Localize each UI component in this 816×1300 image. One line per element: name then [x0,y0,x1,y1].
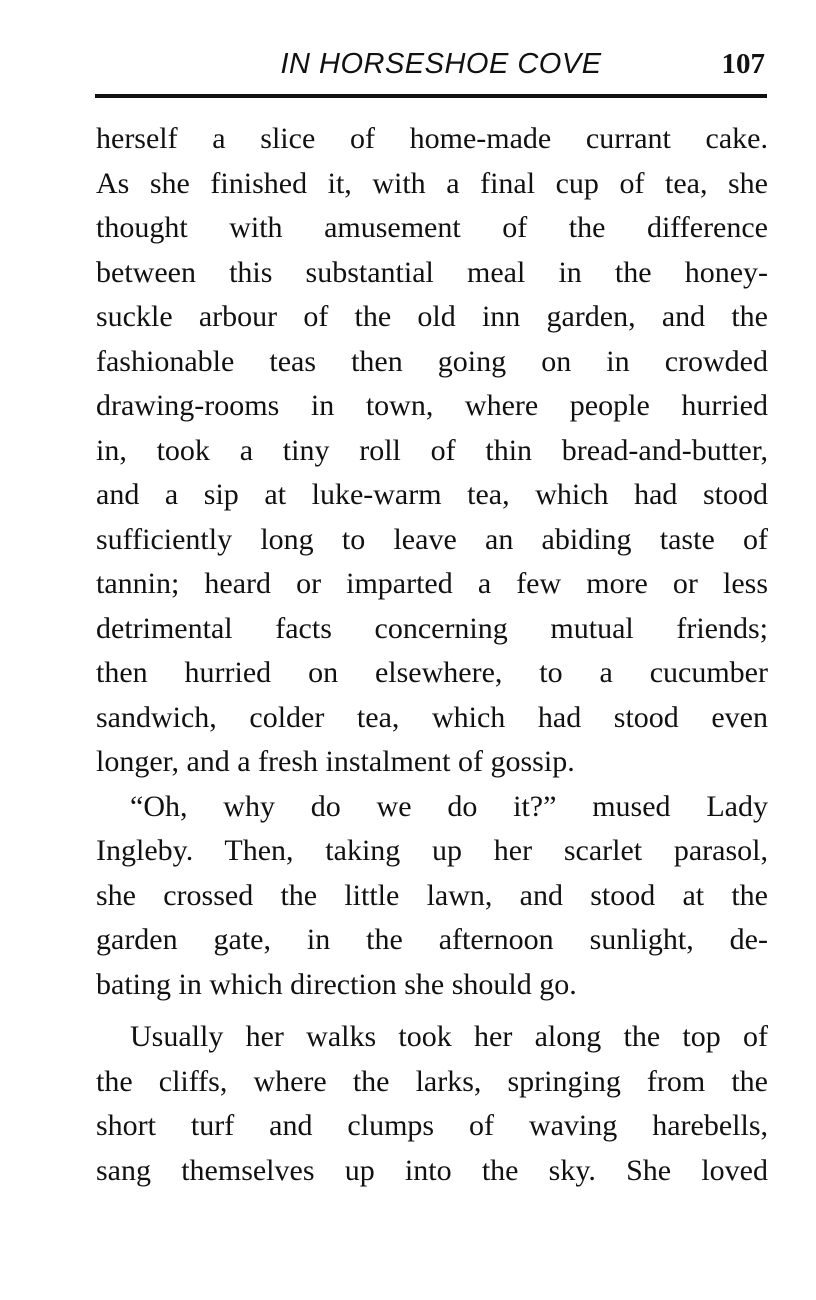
text-line: fashionable teas then going on in crowded [96,344,768,378]
paragraph [96,1015,768,1193]
text-line: bating in which direction she should go. [96,967,577,1001]
text-line: then hurried on elsewhere, to a cucumber [96,656,768,689]
text-line: in, took a tiny roll of thin bread-and-butter, [96,433,768,467]
text-line: Usually her walks took her along the top of [130,1020,768,1053]
text-line: tannin; heard or imparted a few more or less [96,567,768,600]
text-line: “Oh, why do we do it?” mused Lady [130,789,768,823]
text-line: sufficiently long to leave an abiding taste of [96,522,768,556]
text-line: sang themselves up into the sky. She loved [96,1153,768,1187]
paragraph [96,117,768,785]
page-header [95,42,767,86]
text-line: suckle arbour of the old inn garden, and the [96,300,768,333]
text-line: detrimental facts concerning mutual friends; [96,611,768,645]
text-line: between this substantial meal in the honey- [96,255,768,289]
text-line: and a sip at luke-warm tea, which had stood [96,478,768,511]
paragraph-gap [96,1007,768,1015]
text-line: herself a slice of home-made currant cake. [96,122,768,155]
text-line: drawing-rooms in town, where people hurried [96,389,768,422]
running-head: IN HORSESHOE COVE [280,48,602,80]
text-line: the cliffs, where the larks, springing from the [96,1064,768,1098]
page-number: 107 [721,48,765,80]
text-line: short turf and clumps of waving harebells, [96,1109,768,1142]
text-line: Ingleby. Then, taking up her scarlet parasol, [96,834,768,867]
body-text [96,117,768,1193]
text-line: sandwich, colder tea, which had stood even [96,700,768,734]
paragraph [96,785,768,1008]
text-line: she crossed the little lawn, and stood at the [96,878,768,912]
header-rule [95,94,767,98]
text-line: garden gate, in the afternoon sunlight, de- [96,923,768,956]
text-line: longer, and a fresh instalment of gossip. [96,745,575,778]
text-line: thought with amusement of the difference [96,211,768,244]
text-line: As she finished it, with a final cup of tea, she [96,166,768,200]
